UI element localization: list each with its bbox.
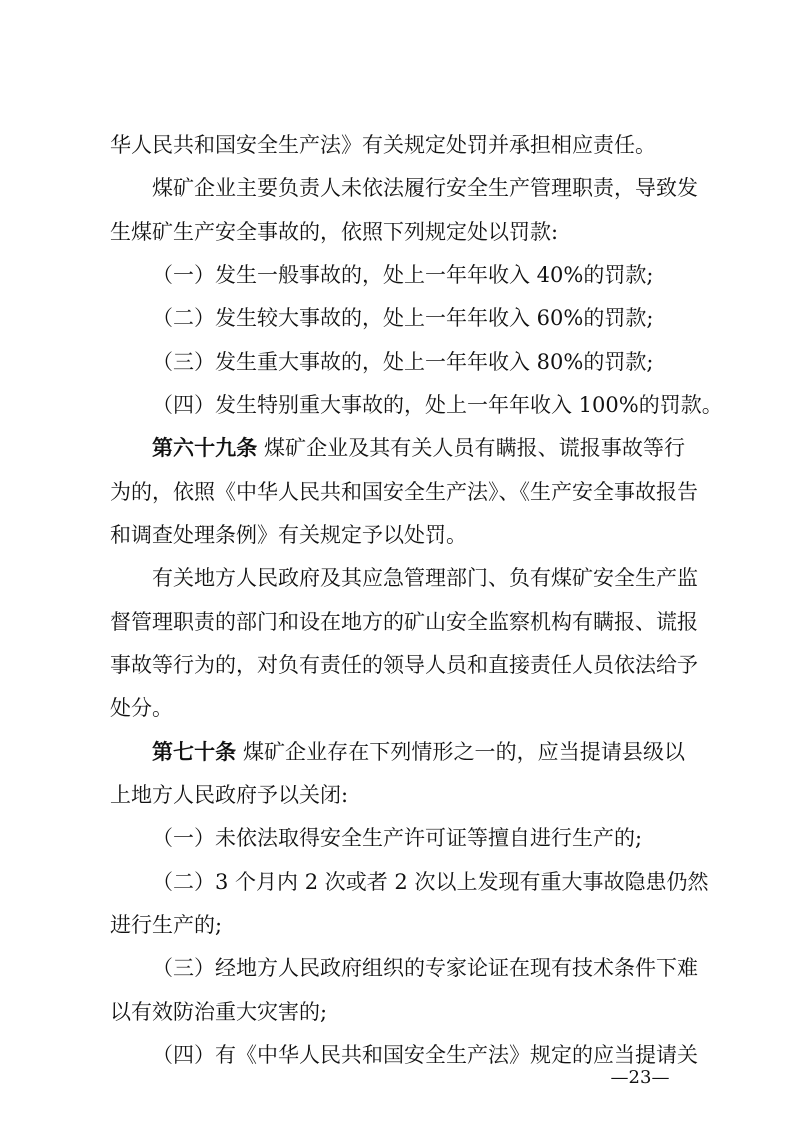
text-line: 煤矿企业及其有关人员有瞒报、谎报事故等行	[264, 436, 685, 460]
article-70-heading: 第七十条	[152, 740, 237, 764]
article-69-first-line	[152, 433, 685, 463]
text-line: 上地方人民政府予以关闭:	[110, 783, 349, 807]
list-item: （二）3 个月内 2 次或者 2 次以上发现有重大事故隐患仍然	[152, 870, 709, 894]
list-item: （一）发生一般事故的，处上一年年收入 40%的罚款;	[152, 263, 654, 287]
article-70-first-line	[152, 737, 685, 767]
text-line: 煤矿企业存在下列情形之一的，应当提请县级以	[242, 740, 686, 764]
text-line: 督管理职责的部门和设在地方的矿山安全监察机构有瞒报、谎报	[110, 610, 698, 634]
list-item: （二）发生较大事故的，处上一年年收入 60%的罚款;	[152, 306, 654, 330]
list-item: （三）经地方人民政府组织的专家论证在现有技术条件下难	[152, 956, 698, 980]
text-line: 进行生产的;	[110, 913, 223, 937]
text-line: 为的，依照《中华人民共和国安全生产法》、《生产安全事故报告	[110, 480, 698, 504]
list-item: （四）有《中华人民共和国安全生产法》规定的应当提请关	[152, 1043, 698, 1067]
text-line: 有关地方人民政府及其应急管理部门、负有煤矿安全生产监	[152, 566, 698, 590]
list-item: （三）发生重大事故的，处上一年年收入 80%的罚款;	[152, 350, 654, 374]
text-line: 以有效防治重大灾害的;	[110, 1000, 328, 1024]
text-line: 华人民共和国安全生产法》有关规定处罚并承担相应责任。	[110, 133, 656, 157]
text-line: 生煤矿生产安全事故的，依照下列规定处以罚款:	[110, 220, 559, 244]
text-line: 煤矿企业主要负责人未依法履行安全生产管理职责，导致发	[152, 176, 698, 200]
list-item: （一）未依法取得安全生产许可证等擅自进行生产的;	[152, 826, 643, 850]
page-number: —23—	[610, 1067, 670, 1088]
text-line: 处分。	[110, 696, 173, 720]
list-item: （四）发生特别重大事故的，处上一年年收入 100%的罚款。	[152, 393, 723, 417]
text-line: 事故等行为的，对负有责任的领导人员和直接责任人员依法给予	[110, 653, 698, 677]
text-line: 和调查处理条例》有关规定予以处罚。	[110, 523, 467, 547]
article-69-heading: 第六十九条	[152, 436, 258, 460]
